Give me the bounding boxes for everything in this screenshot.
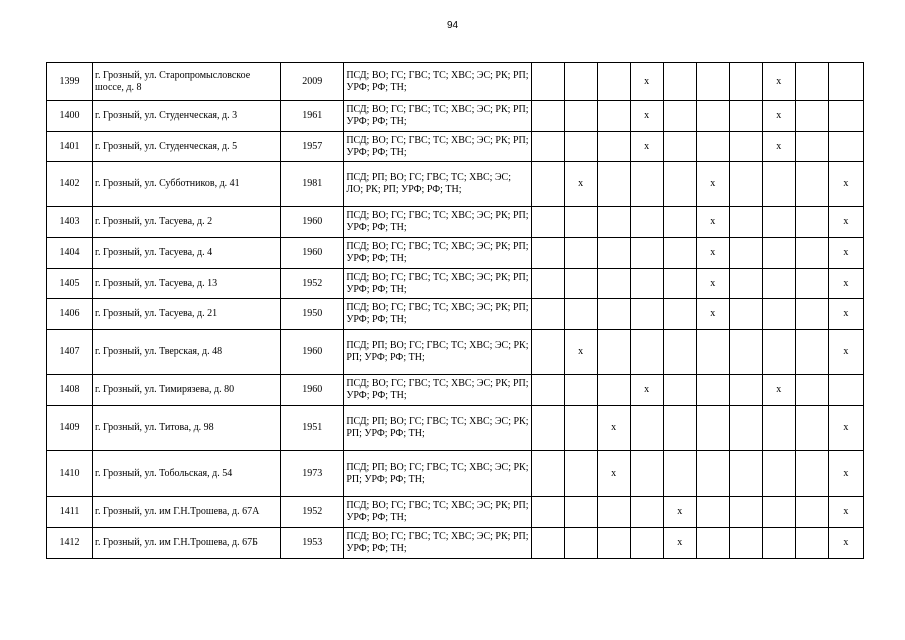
mark-cell-8: x (762, 101, 795, 132)
address-cell: г. Грозный, ул. Титова, д. 98 (93, 406, 281, 451)
row-number-cell: 1411 (47, 497, 93, 528)
address-cell: г. Грозный, ул. Тобольская, д. 54 (93, 451, 281, 497)
table-row (47, 238, 864, 269)
address-cell: г. Грозный, ул. Субботников, д. 41 (93, 162, 281, 207)
mark-cell-10: x (828, 330, 863, 375)
works-list-cell: ПСД; ВО; ГС; ГВС; ТС; ХВС; ЭС; РК; РП; УРФ; РФ; ТН; (344, 269, 531, 299)
table-row (47, 269, 864, 299)
mark-cell-4 (630, 528, 663, 559)
year-cell: 1960 (281, 238, 344, 269)
mark-cell-1 (531, 63, 564, 101)
mark-cell-5 (663, 375, 696, 406)
mark-cell-7 (729, 269, 762, 299)
mark-cell-9 (795, 101, 828, 132)
mark-cell-10: x (828, 299, 863, 330)
address-cell: г. Грозный, ул. Тасуева, д. 21 (93, 299, 281, 330)
table-row (47, 162, 864, 207)
row-number-cell: 1400 (47, 101, 93, 132)
mark-cell-8 (762, 299, 795, 330)
mark-cell-2 (564, 63, 597, 101)
year-cell: 1960 (281, 207, 344, 238)
row-number-cell: 1408 (47, 375, 93, 406)
page-number: 94 (446, 20, 459, 31)
mark-cell-1 (531, 101, 564, 132)
mark-cell-8 (762, 238, 795, 269)
mark-cell-6 (696, 406, 729, 451)
mark-cell-9 (795, 132, 828, 162)
mark-cell-4: x (630, 63, 663, 101)
mark-cell-3 (597, 528, 630, 559)
mark-cell-9 (795, 375, 828, 406)
works-list-cell: ПСД; РП; ВО; ГС; ГВС; ТС; ХВС; ЭС; РК; РП; УРФ; РФ; ТН; (344, 451, 531, 497)
mark-cell-7 (729, 207, 762, 238)
table-row (47, 63, 864, 101)
table-body (47, 63, 864, 559)
mark-cell-6 (696, 63, 729, 101)
mark-cell-9 (795, 497, 828, 528)
address-cell: г. Грозный, ул. Студенческая, д. 5 (93, 132, 281, 162)
year-cell: 1953 (281, 528, 344, 559)
mark-cell-3 (597, 101, 630, 132)
mark-cell-5: x (663, 528, 696, 559)
year-cell: 1950 (281, 299, 344, 330)
address-cell: г. Грозный, ул. Тимирязева, д. 80 (93, 375, 281, 406)
mark-cell-5 (663, 63, 696, 101)
mark-cell-2 (564, 375, 597, 406)
mark-cell-10: x (828, 406, 863, 451)
mark-cell-4 (630, 162, 663, 207)
mark-cell-10: x (828, 269, 863, 299)
row-number-cell: 1412 (47, 528, 93, 559)
address-cell: г. Грозный, ул. Студенческая, д. 3 (93, 101, 281, 132)
mark-cell-6: x (696, 269, 729, 299)
mark-cell-3: x (597, 406, 630, 451)
mark-cell-9 (795, 451, 828, 497)
mark-cell-5 (663, 269, 696, 299)
year-cell: 1952 (281, 269, 344, 299)
mark-cell-1 (531, 406, 564, 451)
row-number-cell: 1399 (47, 63, 93, 101)
mark-cell-10: x (828, 207, 863, 238)
mark-cell-8: x (762, 132, 795, 162)
mark-cell-1 (531, 375, 564, 406)
mark-cell-2 (564, 528, 597, 559)
row-number-cell: 1401 (47, 132, 93, 162)
mark-cell-10: x (828, 238, 863, 269)
works-list-cell: ПСД; ВО; ГС; ГВС; ТС; ХВС; ЭС; РК; РП; УРФ; РФ; ТН; (344, 101, 531, 132)
mark-cell-8 (762, 330, 795, 375)
row-number-cell: 1410 (47, 451, 93, 497)
row-number-cell: 1402 (47, 162, 93, 207)
mark-cell-5: x (663, 497, 696, 528)
mark-cell-6 (696, 330, 729, 375)
mark-cell-3 (597, 497, 630, 528)
mark-cell-3 (597, 63, 630, 101)
mark-cell-8 (762, 528, 795, 559)
address-cell: г. Грозный, ул. Тверская, д. 48 (93, 330, 281, 375)
mark-cell-2 (564, 497, 597, 528)
year-cell: 1957 (281, 132, 344, 162)
mark-cell-8 (762, 162, 795, 207)
mark-cell-1 (531, 207, 564, 238)
mark-cell-8: x (762, 63, 795, 101)
year-cell: 1951 (281, 406, 344, 451)
address-cell: г. Грозный, ул. им Г.Н.Трошева, д. 67Б (93, 528, 281, 559)
mark-cell-4 (630, 207, 663, 238)
mark-cell-7 (729, 63, 762, 101)
mark-cell-9 (795, 269, 828, 299)
year-cell: 1952 (281, 497, 344, 528)
mark-cell-1 (531, 451, 564, 497)
mark-cell-1 (531, 238, 564, 269)
mark-cell-5 (663, 238, 696, 269)
mark-cell-3 (597, 330, 630, 375)
mark-cell-1 (531, 132, 564, 162)
mark-cell-9 (795, 207, 828, 238)
row-number-cell: 1403 (47, 207, 93, 238)
works-list-cell: ПСД; РП; ВО; ГС; ГВС; ТС; ХВС; ЭС; ЛО; РК; РП; УРФ; РФ; ТН; (344, 162, 531, 207)
mark-cell-2 (564, 299, 597, 330)
mark-cell-10: x (828, 162, 863, 207)
address-cell: г. Грозный, ул. Тасуева, д. 4 (93, 238, 281, 269)
address-cell: г. Грозный, ул. Тасуева, д. 13 (93, 269, 281, 299)
mark-cell-3 (597, 375, 630, 406)
mark-cell-3 (597, 238, 630, 269)
mark-cell-5 (663, 330, 696, 375)
mark-cell-3 (597, 207, 630, 238)
mark-cell-2: x (564, 330, 597, 375)
mark-cell-2: x (564, 162, 597, 207)
mark-cell-1 (531, 497, 564, 528)
address-cell: г. Грозный, ул. им Г.Н.Трошева, д. 67А (93, 497, 281, 528)
mark-cell-8 (762, 269, 795, 299)
mark-cell-8 (762, 207, 795, 238)
works-list-cell: ПСД; ВО; ГС; ГВС; ТС; ХВС; ЭС; РК; РП; УРФ; РФ; ТН; (344, 299, 531, 330)
table-row (47, 451, 864, 497)
table-row (47, 132, 864, 162)
mark-cell-9 (795, 63, 828, 101)
mark-cell-7 (729, 406, 762, 451)
row-number-cell: 1406 (47, 299, 93, 330)
table-row (47, 101, 864, 132)
mark-cell-9 (795, 330, 828, 375)
mark-cell-2 (564, 132, 597, 162)
mark-cell-10: x (828, 528, 863, 559)
mark-cell-1 (531, 330, 564, 375)
mark-cell-3 (597, 269, 630, 299)
mark-cell-2 (564, 101, 597, 132)
works-list-cell: ПСД; ВО; ГС; ГВС; ТС; ХВС; ЭС; РК; РП; УРФ; РФ; ТН; (344, 528, 531, 559)
mark-cell-4: x (630, 375, 663, 406)
mark-cell-2 (564, 269, 597, 299)
mark-cell-4 (630, 406, 663, 451)
mark-cell-4 (630, 451, 663, 497)
mark-cell-4 (630, 238, 663, 269)
year-cell: 2009 (281, 63, 344, 101)
mark-cell-4 (630, 299, 663, 330)
table-row (47, 528, 864, 559)
mark-cell-5 (663, 101, 696, 132)
mark-cell-10 (828, 132, 863, 162)
mark-cell-10 (828, 375, 863, 406)
mark-cell-6 (696, 451, 729, 497)
mark-cell-6: x (696, 162, 729, 207)
mark-cell-6: x (696, 207, 729, 238)
mark-cell-10 (828, 101, 863, 132)
year-cell: 1960 (281, 330, 344, 375)
mark-cell-5 (663, 451, 696, 497)
mark-cell-2 (564, 207, 597, 238)
mark-cell-10: x (828, 497, 863, 528)
mark-cell-9 (795, 238, 828, 269)
address-cell: г. Грозный, ул. Старопромысловское шоссе, д. 8 (93, 63, 281, 101)
mark-cell-5 (663, 299, 696, 330)
mark-cell-9 (795, 406, 828, 451)
mark-cell-7 (729, 330, 762, 375)
works-list-cell: ПСД; РП; ВО; ГС; ГВС; ТС; ХВС; ЭС; РК; РП; УРФ; РФ; ТН; (344, 406, 531, 451)
mark-cell-1 (531, 528, 564, 559)
works-list-cell: ПСД; ВО; ГС; ГВС; ТС; ХВС; ЭС; РК; РП; УРФ; РФ; ТН; (344, 497, 531, 528)
row-number-cell: 1404 (47, 238, 93, 269)
mark-cell-7 (729, 132, 762, 162)
table-row (47, 375, 864, 406)
mark-cell-7 (729, 375, 762, 406)
mark-cell-8: x (762, 375, 795, 406)
row-number-cell: 1407 (47, 330, 93, 375)
works-list-cell: ПСД; ВО; ГС; ГВС; ТС; ХВС; ЭС; РК; РП; УРФ; РФ; ТН; (344, 207, 531, 238)
table-row (47, 406, 864, 451)
table-row (47, 207, 864, 238)
mark-cell-10 (828, 63, 863, 101)
row-number-cell: 1405 (47, 269, 93, 299)
mark-cell-2 (564, 238, 597, 269)
housing-repair-table (46, 62, 864, 559)
mark-cell-2 (564, 406, 597, 451)
year-cell: 1960 (281, 375, 344, 406)
mark-cell-8 (762, 406, 795, 451)
works-list-cell: ПСД; ВО; ГС; ГВС; ТС; ХВС; ЭС; РК; РП; УРФ; РФ; ТН; (344, 63, 531, 101)
works-list-cell: ПСД; ВО; ГС; ГВС; ТС; ХВС; ЭС; РК; РП; УРФ; РФ; ТН; (344, 375, 531, 406)
mark-cell-5 (663, 406, 696, 451)
table-row (47, 497, 864, 528)
address-cell: г. Грозный, ул. Тасуева, д. 2 (93, 207, 281, 238)
mark-cell-7 (729, 299, 762, 330)
mark-cell-7 (729, 497, 762, 528)
year-cell: 1961 (281, 101, 344, 132)
mark-cell-2 (564, 451, 597, 497)
mark-cell-8 (762, 451, 795, 497)
mark-cell-6: x (696, 299, 729, 330)
mark-cell-6 (696, 101, 729, 132)
mark-cell-3 (597, 162, 630, 207)
mark-cell-8 (762, 497, 795, 528)
works-list-cell: ПСД; ВО; ГС; ГВС; ТС; ХВС; ЭС; РК; РП; УРФ; РФ; ТН; (344, 132, 531, 162)
mark-cell-3 (597, 299, 630, 330)
mark-cell-3 (597, 132, 630, 162)
mark-cell-5 (663, 132, 696, 162)
mark-cell-7 (729, 528, 762, 559)
mark-cell-1 (531, 299, 564, 330)
works-list-cell: ПСД; ВО; ГС; ГВС; ТС; ХВС; ЭС; РК; РП; УРФ; РФ; ТН; (344, 238, 531, 269)
table-row (47, 299, 864, 330)
mark-cell-4: x (630, 101, 663, 132)
mark-cell-9 (795, 162, 828, 207)
mark-cell-5 (663, 162, 696, 207)
mark-cell-7 (729, 451, 762, 497)
mark-cell-7 (729, 238, 762, 269)
mark-cell-4 (630, 330, 663, 375)
mark-cell-6 (696, 528, 729, 559)
mark-cell-6 (696, 132, 729, 162)
row-number-cell: 1409 (47, 406, 93, 451)
mark-cell-7 (729, 101, 762, 132)
mark-cell-10: x (828, 451, 863, 497)
mark-cell-3: x (597, 451, 630, 497)
works-list-cell: ПСД; РП; ВО; ГС; ГВС; ТС; ХВС; ЭС; РК; РП; УРФ; РФ; ТН; (344, 330, 531, 375)
mark-cell-9 (795, 528, 828, 559)
mark-cell-4: x (630, 132, 663, 162)
table-row (47, 330, 864, 375)
mark-cell-4 (630, 497, 663, 528)
mark-cell-4 (630, 269, 663, 299)
mark-cell-6 (696, 497, 729, 528)
mark-cell-6 (696, 375, 729, 406)
year-cell: 1981 (281, 162, 344, 207)
mark-cell-1 (531, 269, 564, 299)
year-cell: 1973 (281, 451, 344, 497)
mark-cell-1 (531, 162, 564, 207)
mark-cell-6: x (696, 238, 729, 269)
mark-cell-5 (663, 207, 696, 238)
mark-cell-7 (729, 162, 762, 207)
mark-cell-9 (795, 299, 828, 330)
